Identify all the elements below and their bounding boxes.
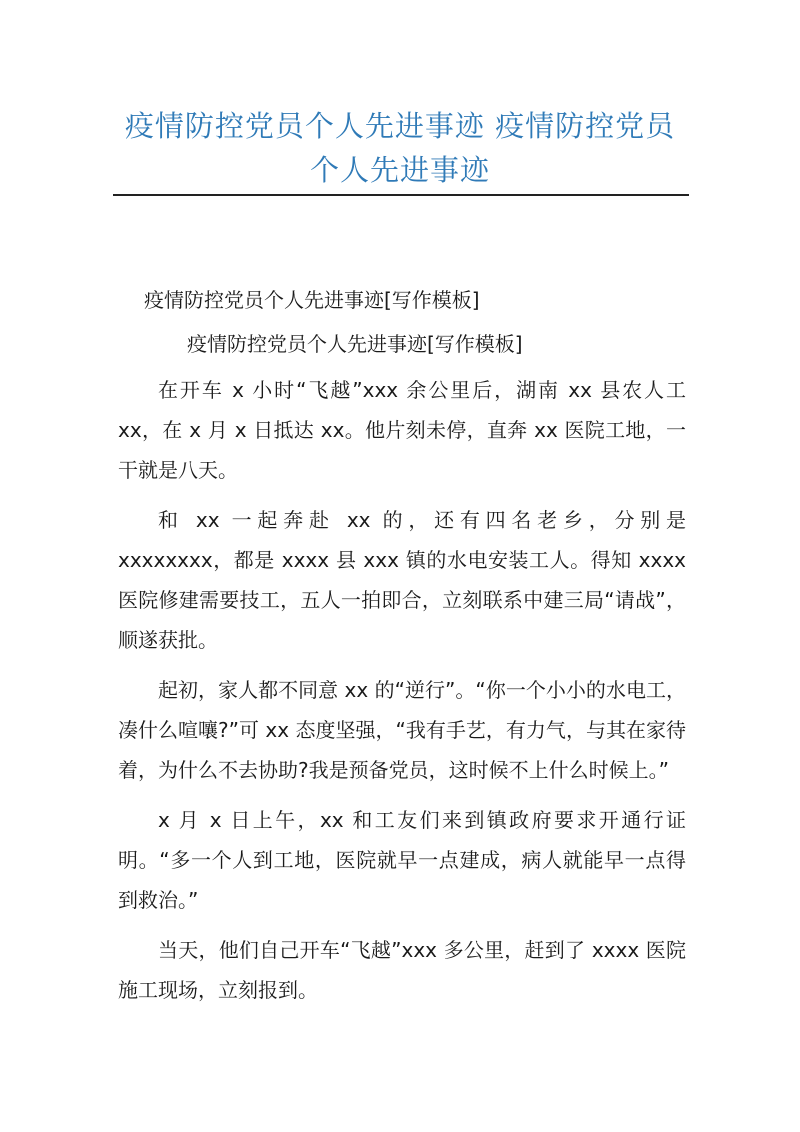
paragraph-1: 在开车 x 小时“飞越”xxx 余公里后，湖南 xx 县农人工 xx，在 x 月 x 日抵达 xx。他片刻未停，直奔 xx 医院工地，一干就是八天。 [118,378,686,482]
document-title [100,104,700,192]
paragraph-3: 起初，家人都不同意 xx 的“逆行”。“你一个小小的水电工，凑什么喧嚷?”可 xx 态度坚强，“我有手艺，有力气，与其在家待着，为什么不去协助?我是预备党员，这时候不上什么时候上。” [118,678,686,782]
subtitle-1: 疫情防控党员个人先进事迹[写作模板] [144,288,480,312]
title-line-2: 个人先进事迹 [309,153,490,187]
document-body [118,280,686,1010]
title-line-1: 疫情防控党员个人先进事迹 疫情防控党员 [124,109,676,143]
paragraph-2: 和 xx 一起奔赴 xx 的，还有四名老乡，分别是 xxxxxxxx，都是 xxxx 县 xxx 镇的水电安装工人。得知 xxxx 医院修建需要技工，五人一拍即合，立刻联系中建三局“请战”，顺遂获批。 [118,508,686,652]
paragraph-4: x 月 x 日上午，xx 和工友们来到镇政府要求开通行证明。“多一个人到工地，医院就早一点建成，病人就能早一点得到救治。” [118,808,686,912]
subtitle-2: 疫情防控党员个人先进事迹[写作模板] [187,332,523,356]
title-divider [113,194,689,196]
paragraph-5: 当天，他们自己开车“飞越”xxx 多公里，赶到了 xxxx 医院施工现场，立刻报到。 [118,938,686,1002]
